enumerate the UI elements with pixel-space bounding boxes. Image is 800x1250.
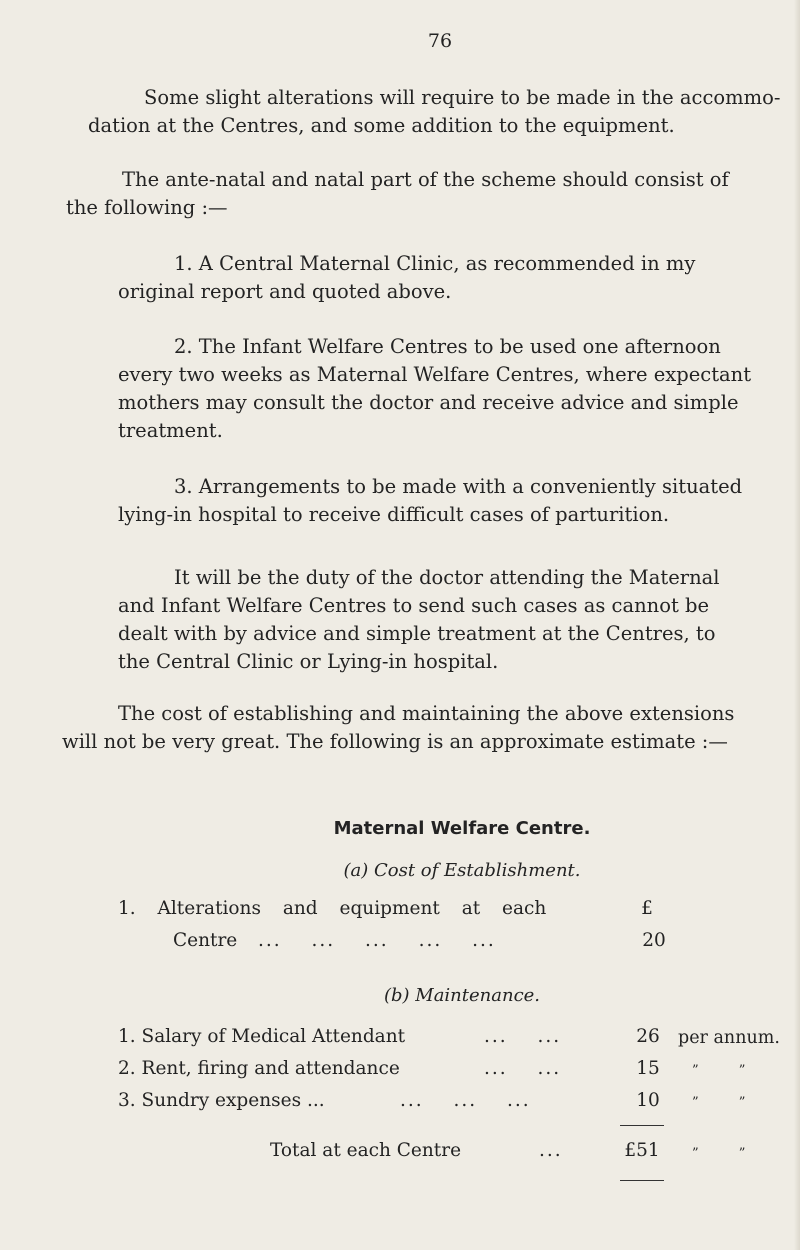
paragraph-cost	[62, 700, 797, 756]
paragraph-line: lying-in hospital to receive difficult cases of parturition.	[118, 503, 670, 526]
paragraph-line: The cost of establishing and maintaining the above extensions	[118, 702, 735, 725]
paragraph-line: It will be the duty of the doctor attending the Maternal	[174, 566, 720, 589]
paragraph-line: dation at the Centres, and some addition to the equipment.	[88, 114, 675, 137]
maintenance-item-amount: 15	[636, 1058, 660, 1079]
paragraph-line: 2. The Infant Welfare Centres to be used one afternoon	[174, 335, 721, 358]
leader-dots: ... ...	[484, 1058, 562, 1079]
paragraph-line: will not be very great. The following is an approximate estimate :—	[62, 730, 728, 753]
paragraph-line: 1. A Central Maternal Clinic, as recommended in my	[174, 252, 696, 275]
paragraph-line: treatment.	[118, 419, 223, 442]
estimate-heading: Maternal Welfare Centre.	[333, 818, 591, 839]
paragraph-doctor-duty	[118, 564, 798, 676]
maintenance-item-label: 1. Salary of Medical Attendant	[118, 1026, 406, 1047]
page-number: 76	[427, 30, 453, 52]
maintenance-item-label: 3. Sundry expenses ...	[118, 1090, 325, 1111]
maintenance-item-amount: 26	[636, 1026, 660, 1047]
sum-rule-top	[620, 1125, 664, 1126]
establishment-item-label: 1. Alterations and equipment at each	[118, 898, 547, 919]
list-item-welfare-centres	[118, 333, 798, 445]
establishment-title: (a) Cost of Establishment.	[343, 860, 581, 881]
maintenance-item-amount: 10	[636, 1090, 660, 1111]
paragraph-line: every two weeks as Maternal Welfare Centres, where expectant	[118, 363, 752, 386]
leader-dots: ...	[539, 1140, 563, 1161]
ditto-marks: ” ”	[692, 1063, 746, 1078]
paragraph-line: dealt with by advice and simple treatment at the Centres, to	[118, 622, 716, 645]
paragraph-line: The ante-natal and natal part of the scheme should consist of	[122, 168, 729, 191]
leader-dots: ... ...	[484, 1026, 562, 1047]
leader-dots: ... ... ... ... ...	[258, 930, 496, 951]
paragraph-line: 3. Arrangements to be made with a conveniently situated	[174, 475, 743, 498]
maintenance-title: (b) Maintenance.	[383, 985, 541, 1006]
paragraph-line: Some slight alterations will require to be made in the accommo-	[144, 86, 781, 109]
currency-symbol: £	[641, 898, 653, 919]
paragraph-alterations	[88, 84, 788, 140]
total-amount: £51	[624, 1140, 660, 1161]
paragraph-line: original report and quoted above.	[118, 280, 452, 303]
list-item-central-clinic	[118, 250, 798, 306]
leader-dots: ... ... ...	[400, 1090, 531, 1111]
sum-rule-bottom	[620, 1180, 664, 1181]
paragraph-line: and Infant Welfare Centres to send such cases as cannot be	[118, 594, 710, 617]
total-label: Total at each Centre	[270, 1140, 462, 1161]
establishment-amount: 20	[642, 930, 666, 951]
paragraph-line: the Central Clinic or Lying-in hospital.	[118, 650, 499, 673]
paragraph-line: mothers may consult the doctor and receive advice and simple	[118, 391, 739, 414]
list-item-lying-in-hospital	[118, 473, 798, 529]
maintenance-item-unit: per annum.	[678, 1028, 780, 1048]
maintenance-item-label: 2. Rent, firing and attendance	[118, 1058, 400, 1079]
ditto-marks: ” ”	[692, 1146, 746, 1161]
paragraph-scheme-intro	[66, 166, 791, 222]
paragraph-line: the following :—	[66, 196, 228, 219]
establishment-item-label-cont: Centre	[173, 930, 238, 951]
ditto-marks: ” ”	[692, 1095, 746, 1110]
